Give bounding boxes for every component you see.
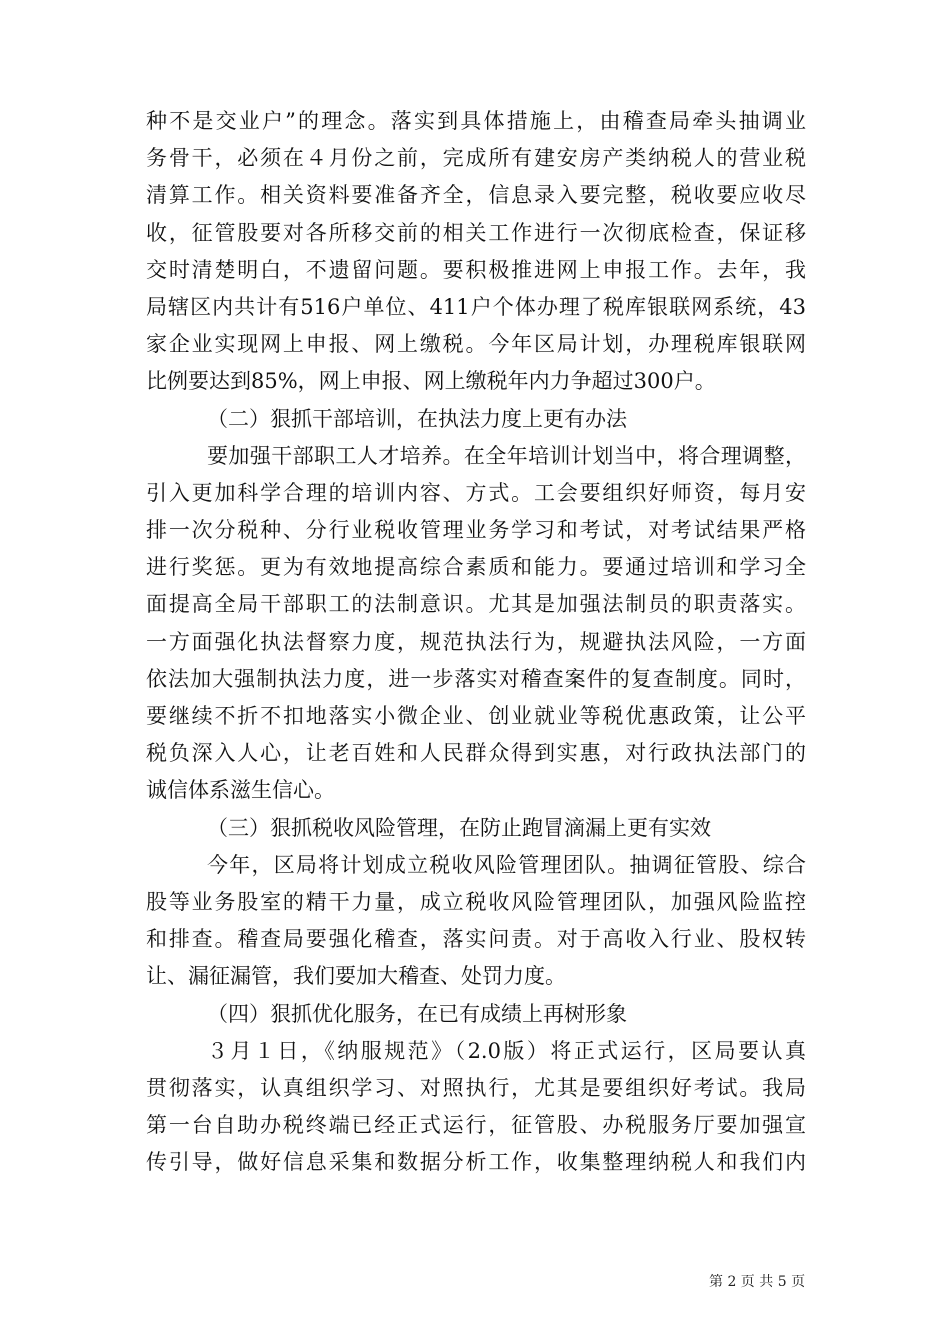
paragraph-line: 第一台自助办税终端已经正式运行，征管股、办税服务厅要加强宣	[146, 1113, 806, 1138]
paragraph-line: 比例要达到85%，网上申报、网上缴税年内力争超过300户。	[146, 369, 716, 394]
paragraph-line: 贯彻落实，认真组织学习、对照执行，尤其是要组织好考试。我局	[146, 1075, 806, 1100]
page-number: 第 2 页 共 5 页	[709, 1274, 806, 1290]
paragraph-line: 让、漏征漏管，我们要加大稽查、处罚力度。	[146, 964, 566, 989]
paragraph-line: 面提高全局干部职工的法制意识。尤其是加强法制员的职责落实。	[146, 592, 806, 617]
paragraph-line: 交时清楚明白，不遗留问题。要积极推进网上申报工作。去年，我	[146, 257, 806, 282]
paragraph-line: 务骨干，必须在４月份之前，完成所有建安房产类纳税人的营业税	[146, 146, 806, 171]
paragraph-line: 清算工作。相关资料要准备齐全，信息录入要完整，税收要应收尽	[146, 183, 806, 208]
paragraph-line: 传引导，做好信息采集和数据分析工作，收集整理纳税人和我们内	[146, 1150, 806, 1175]
document-body	[146, 103, 806, 1181]
paragraph-line: 局辖区内共计有516户单位、411户个体办理了税库银联网系统，43	[146, 294, 806, 319]
section-heading: （二）狠抓干部培训，在执法力度上更有办法	[207, 406, 627, 431]
paragraph-line: 要加强干部职工人才培养。在全年培训计划当中，将合理调整，	[207, 443, 806, 468]
section-heading: （三）狠抓税收风险管理，在防止跑冒滴漏上更有实效	[207, 815, 711, 840]
paragraph-line: 和排查。稽查局要强化稽查，落实问责。对于高收入行业、股权转	[146, 927, 806, 952]
paragraph-line: 引入更加科学合理的培训内容、方式。工会要组织好师资，每月安	[146, 480, 806, 505]
paragraph-line: 诚信体系滋生信心。	[146, 778, 335, 803]
paragraph-line: 收，征管股要对各所移交前的相关工作进行一次彻底检查，保证移	[146, 220, 806, 245]
paragraph-line: 进行奖惩。更为有效地提高综合素质和能力。要通过培训和学习全	[146, 555, 806, 580]
paragraph-line: 今年，区局将计划成立税收风险管理团队。抽调征管股、综合	[207, 852, 806, 877]
paragraph-line: 要继续不折不扣地落实小微企业、创业就业等税优惠政策，让公平	[146, 704, 806, 728]
paragraph-line: 种不是交业户”的理念。落实到具体措施上，由稽查局牵头抽调业	[146, 109, 806, 133]
paragraph-line: ３月１日，《纳服规范》（2.0版）将正式运行，区局要认真	[207, 1038, 806, 1063]
paragraph-line: 依法加大强制执法力度，进一步落实对稽查案件的复查制度。同时，	[146, 666, 806, 691]
paragraph-line: 一方面强化执法督察力度，规范执法行为，规避执法风险，一方面	[146, 629, 806, 654]
paragraph-line: 税负深入人心，让老百姓和人民群众得到实惠，对行政执法部门的	[146, 741, 806, 766]
paragraph-line: 股等业务股室的精干力量，成立税收风险管理团队，加强风险监控	[146, 889, 806, 914]
paragraph-line: 排一次分税种、分行业税收管理业务学习和考试，对考试结果严格	[146, 518, 806, 543]
paragraph-line: 家企业实现网上申报、网上缴税。今年区局计划，办理税库银联网	[146, 332, 806, 357]
section-heading: （四）狠抓优化服务，在已有成绩上再树形象	[207, 1001, 627, 1026]
